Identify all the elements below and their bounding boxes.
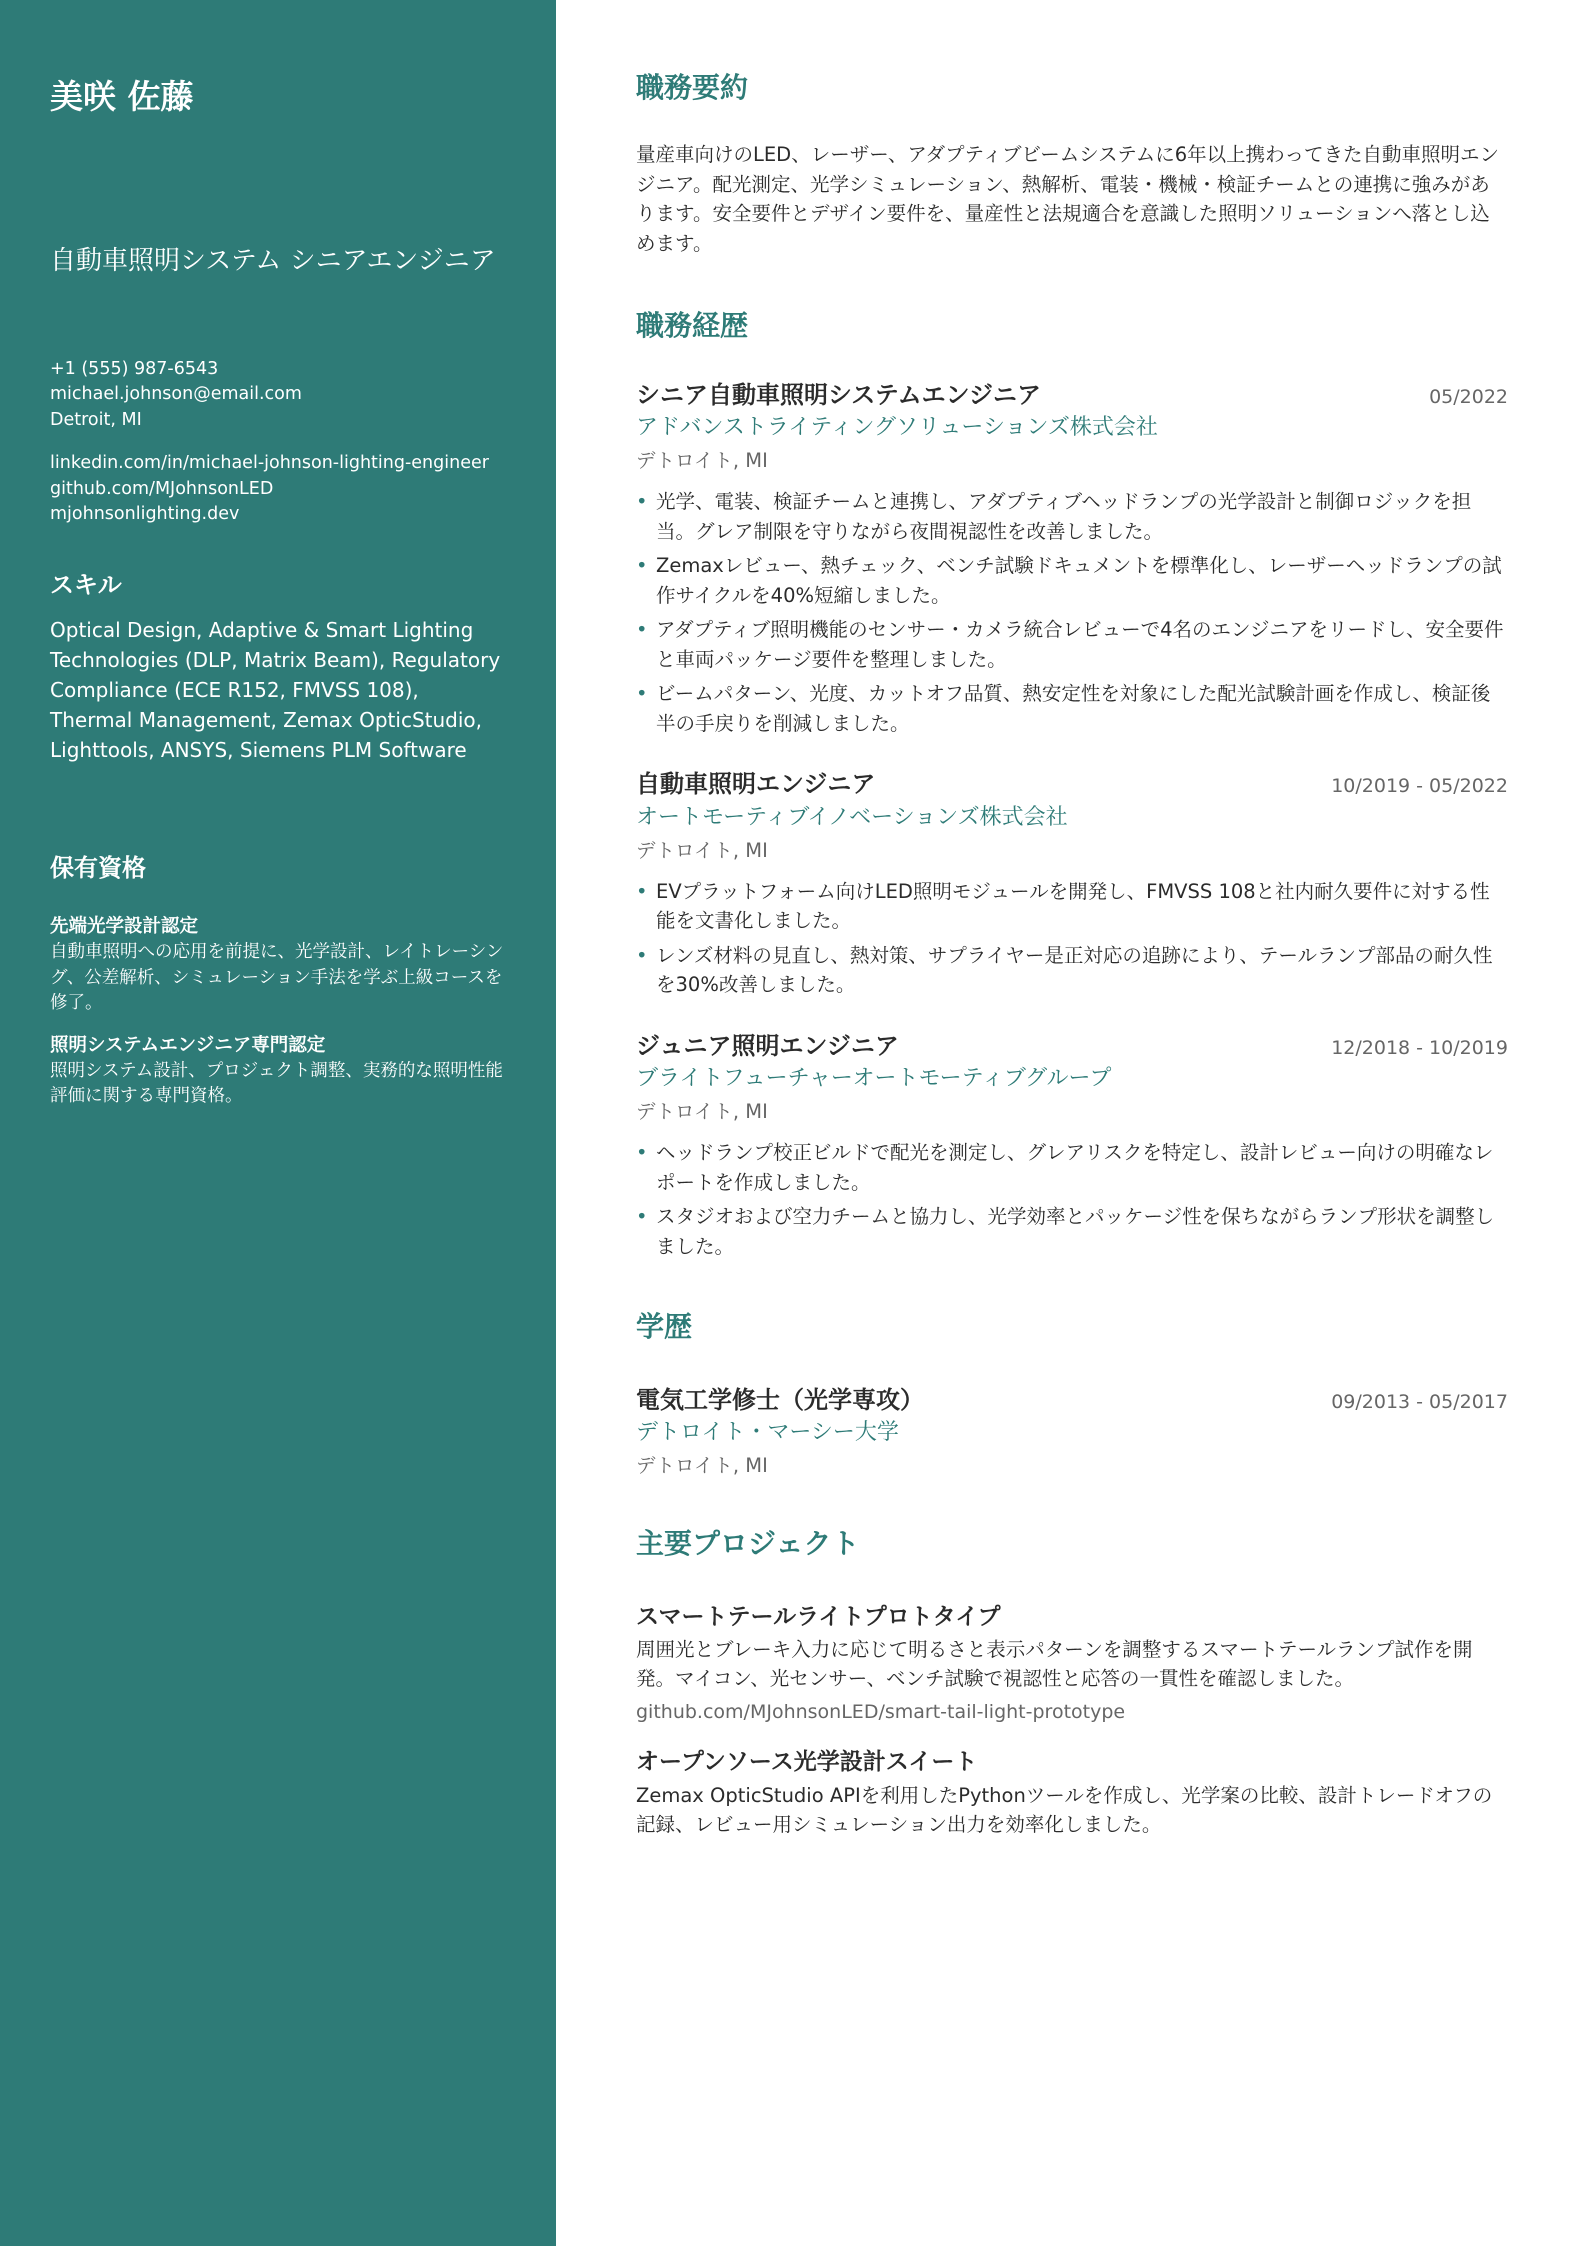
job-location: デトロイト, MI: [636, 1100, 768, 1124]
job-entry: [636, 379, 1508, 739]
summary-heading: 職務要約: [636, 71, 749, 104]
bullet-dot-icon: •: [636, 554, 648, 578]
company-name: オートモーティブイノベーションズ株式会社: [636, 804, 1068, 830]
projects-heading: 主要プロジェクト: [636, 1527, 860, 1561]
skills-heading: スキル: [50, 570, 122, 599]
project-desc: Zemax OpticStudio APIを利用したPythonツールを作成し、光学案の比較、設計トレードオフの記録、レビュー用シミュレーション出力を効率化しました。: [636, 1783, 1493, 1837]
job-location: デトロイト, MI: [636, 449, 768, 473]
experience-heading: 職務経歴: [636, 309, 749, 343]
location-text: Detroit, MI: [50, 409, 142, 430]
certifications-heading: 保有資格: [50, 853, 146, 882]
degree-name: 電気工学修士（光学専攻）: [636, 1385, 924, 1414]
bullet-item: • アダプティブ照明機能のセンサー・カメラ統合レビューで4名のエンジニアをリードし、安全要件と車両パッケージ要件を整理しました。: [636, 615, 1508, 674]
education-entry: [636, 1384, 1508, 1481]
bullet-dot-icon: •: [636, 879, 648, 903]
project-entry: [636, 1601, 1508, 1727]
links-block: [50, 451, 506, 528]
bullet-item: • ヘッドランプ校正ビルドで配光を測定し、グレアリスクを特定し、設計レビュー向けの明確なレポートを作成しました。: [636, 1138, 1508, 1197]
job-title: シニア自動車照明システムエンジニア: [636, 380, 1041, 409]
education-date: 09/2013 - 05/2017: [1331, 1390, 1508, 1413]
job-bullets: [636, 1138, 1508, 1261]
certification-desc: 自動車照明への応用を前提に、光学設計、レイトレーシング、公差解析、シミュレーション手法を学ぶ上級コースを修了。: [50, 942, 504, 1014]
school-location: デトロイト, MI: [636, 1454, 768, 1478]
bullet-item: • レンズ材料の見直し、熱対策、サプライヤー是正対応の追跡により、テールランプ部品の耐久性を30%改善しました。: [636, 941, 1508, 1000]
job-location: デトロイト, MI: [636, 838, 768, 862]
certification-item: [50, 1033, 506, 1110]
bullet-dot-icon: •: [636, 1141, 648, 1165]
contact-block: [50, 357, 506, 434]
job-bullets: [636, 877, 1508, 1000]
job-date: 05/2022: [1429, 385, 1508, 408]
summary-text: 量産車向けのLED、レーザー、アダプティブビームシステムに6年以上携わってきた自動車照明エンジニア。配光測定、光学シミュレーション、熱解析、電装・機械・検証チームとの連携に強みがあります。安全要件とデザイン要件を、量産性と法規適合を意識した照明ソリューションへ落とし込めます。: [636, 143, 1499, 255]
project-link[interactable]: github.com/MJohnsonLED/smart-tail-light-prototype: [636, 1700, 1126, 1723]
certification-desc: 照明システム設計、プロジェクト調整、実務的な照明性能評価に関する専門資格。: [50, 1060, 503, 1107]
website-link[interactable]: mjohnsonlighting.dev: [50, 504, 240, 525]
job-title: ジュニア照明エンジニア: [636, 1031, 899, 1060]
candidate-name: 美咲 佐藤: [50, 77, 194, 116]
linkedin-link[interactable]: linkedin.com/in/michael-johnson-lighting-engineer: [50, 453, 489, 474]
bullet-item: • スタジオおよび空力チームと協力し、光学効率とパッケージ性を保ちながらランプ形状を調整しました。: [636, 1202, 1508, 1261]
school-name: デトロイト・マーシー大学: [636, 1420, 899, 1446]
job-entry: [636, 1030, 1508, 1262]
education-heading: 学歴: [636, 1310, 693, 1344]
project-entry: [636, 1746, 1508, 1839]
job-bullets: [636, 487, 1508, 738]
job-entry: [636, 768, 1508, 1000]
email-link[interactable]: michael.johnson@email.com: [50, 384, 302, 405]
company-name: ブライトフューチャーオートモーティブグループ: [636, 1066, 1112, 1092]
project-desc: 周囲光とブレーキ入力に応じて明るさと表示パターンを調整するスマートテールランプ試作を開発。マイコン、光センサー、ベンチ試験で視認性と応答の一貫性を確認しました。: [636, 1637, 1473, 1691]
main-content: [556, 0, 1588, 2246]
project-name: スマートテールライトプロトタイプ: [636, 1603, 1001, 1630]
github-link[interactable]: github.com/MJohnsonLED: [50, 478, 274, 499]
candidate-title: 自動車照明システム シニアエンジニア: [50, 245, 496, 276]
phone-text: +1 (555) 987-6543: [50, 358, 219, 379]
certification-item: [50, 914, 506, 1017]
bullet-dot-icon: •: [636, 1205, 648, 1229]
bullet-dot-icon: •: [636, 618, 648, 642]
bullet-dot-icon: •: [636, 490, 648, 514]
bullet-item: • Zemaxレビュー、熱チェック、ベンチ試験ドキュメントを標準化し、レーザーヘッドランプの試作サイクルを40%短縮しました。: [636, 551, 1508, 610]
bullet-item: • EVプラットフォーム向けLED照明モジュールを開発し、FMVSS 108と社内耐久要件に対する性能を文書化しました。: [636, 877, 1508, 936]
job-title: 自動車照明エンジニア: [636, 770, 876, 799]
skills-text: Optical Design, Adaptive & Smart Lighting Technologies (DLP, Matrix Beam), Regulatory Compliance (ECE R152, FMVSS 108), Thermal Management, Zemax OpticStudio, Lighttools, ANSYS, Siemens PLM Software: [50, 617, 501, 762]
sidebar: [0, 0, 556, 2246]
bullet-item: • 光学、電装、検証チームと連携し、アダプティブヘッドランプの光学設計と制御ロジックを担当。グレア制限を守りながら夜間視認性を改善しました。: [636, 487, 1508, 546]
job-date: 10/2019 - 05/2022: [1331, 775, 1508, 798]
project-name: オープンソース光学設計スイート: [636, 1749, 978, 1776]
bullet-dot-icon: •: [636, 682, 648, 706]
bullet-item: • ビームパターン、光度、カットオフ品質、熱安定性を対象にした配光試験計画を作成し、検証後半の手戻りを削減しました。: [636, 679, 1508, 738]
company-name: アドバンストライティングソリューションズ株式会社: [636, 415, 1158, 441]
certification-name: 先端光学設計認定: [50, 916, 199, 938]
certification-name: 照明システムエンジニア専門認定: [50, 1034, 326, 1056]
bullet-dot-icon: •: [636, 943, 648, 967]
job-date: 12/2018 - 10/2019: [1331, 1036, 1508, 1059]
